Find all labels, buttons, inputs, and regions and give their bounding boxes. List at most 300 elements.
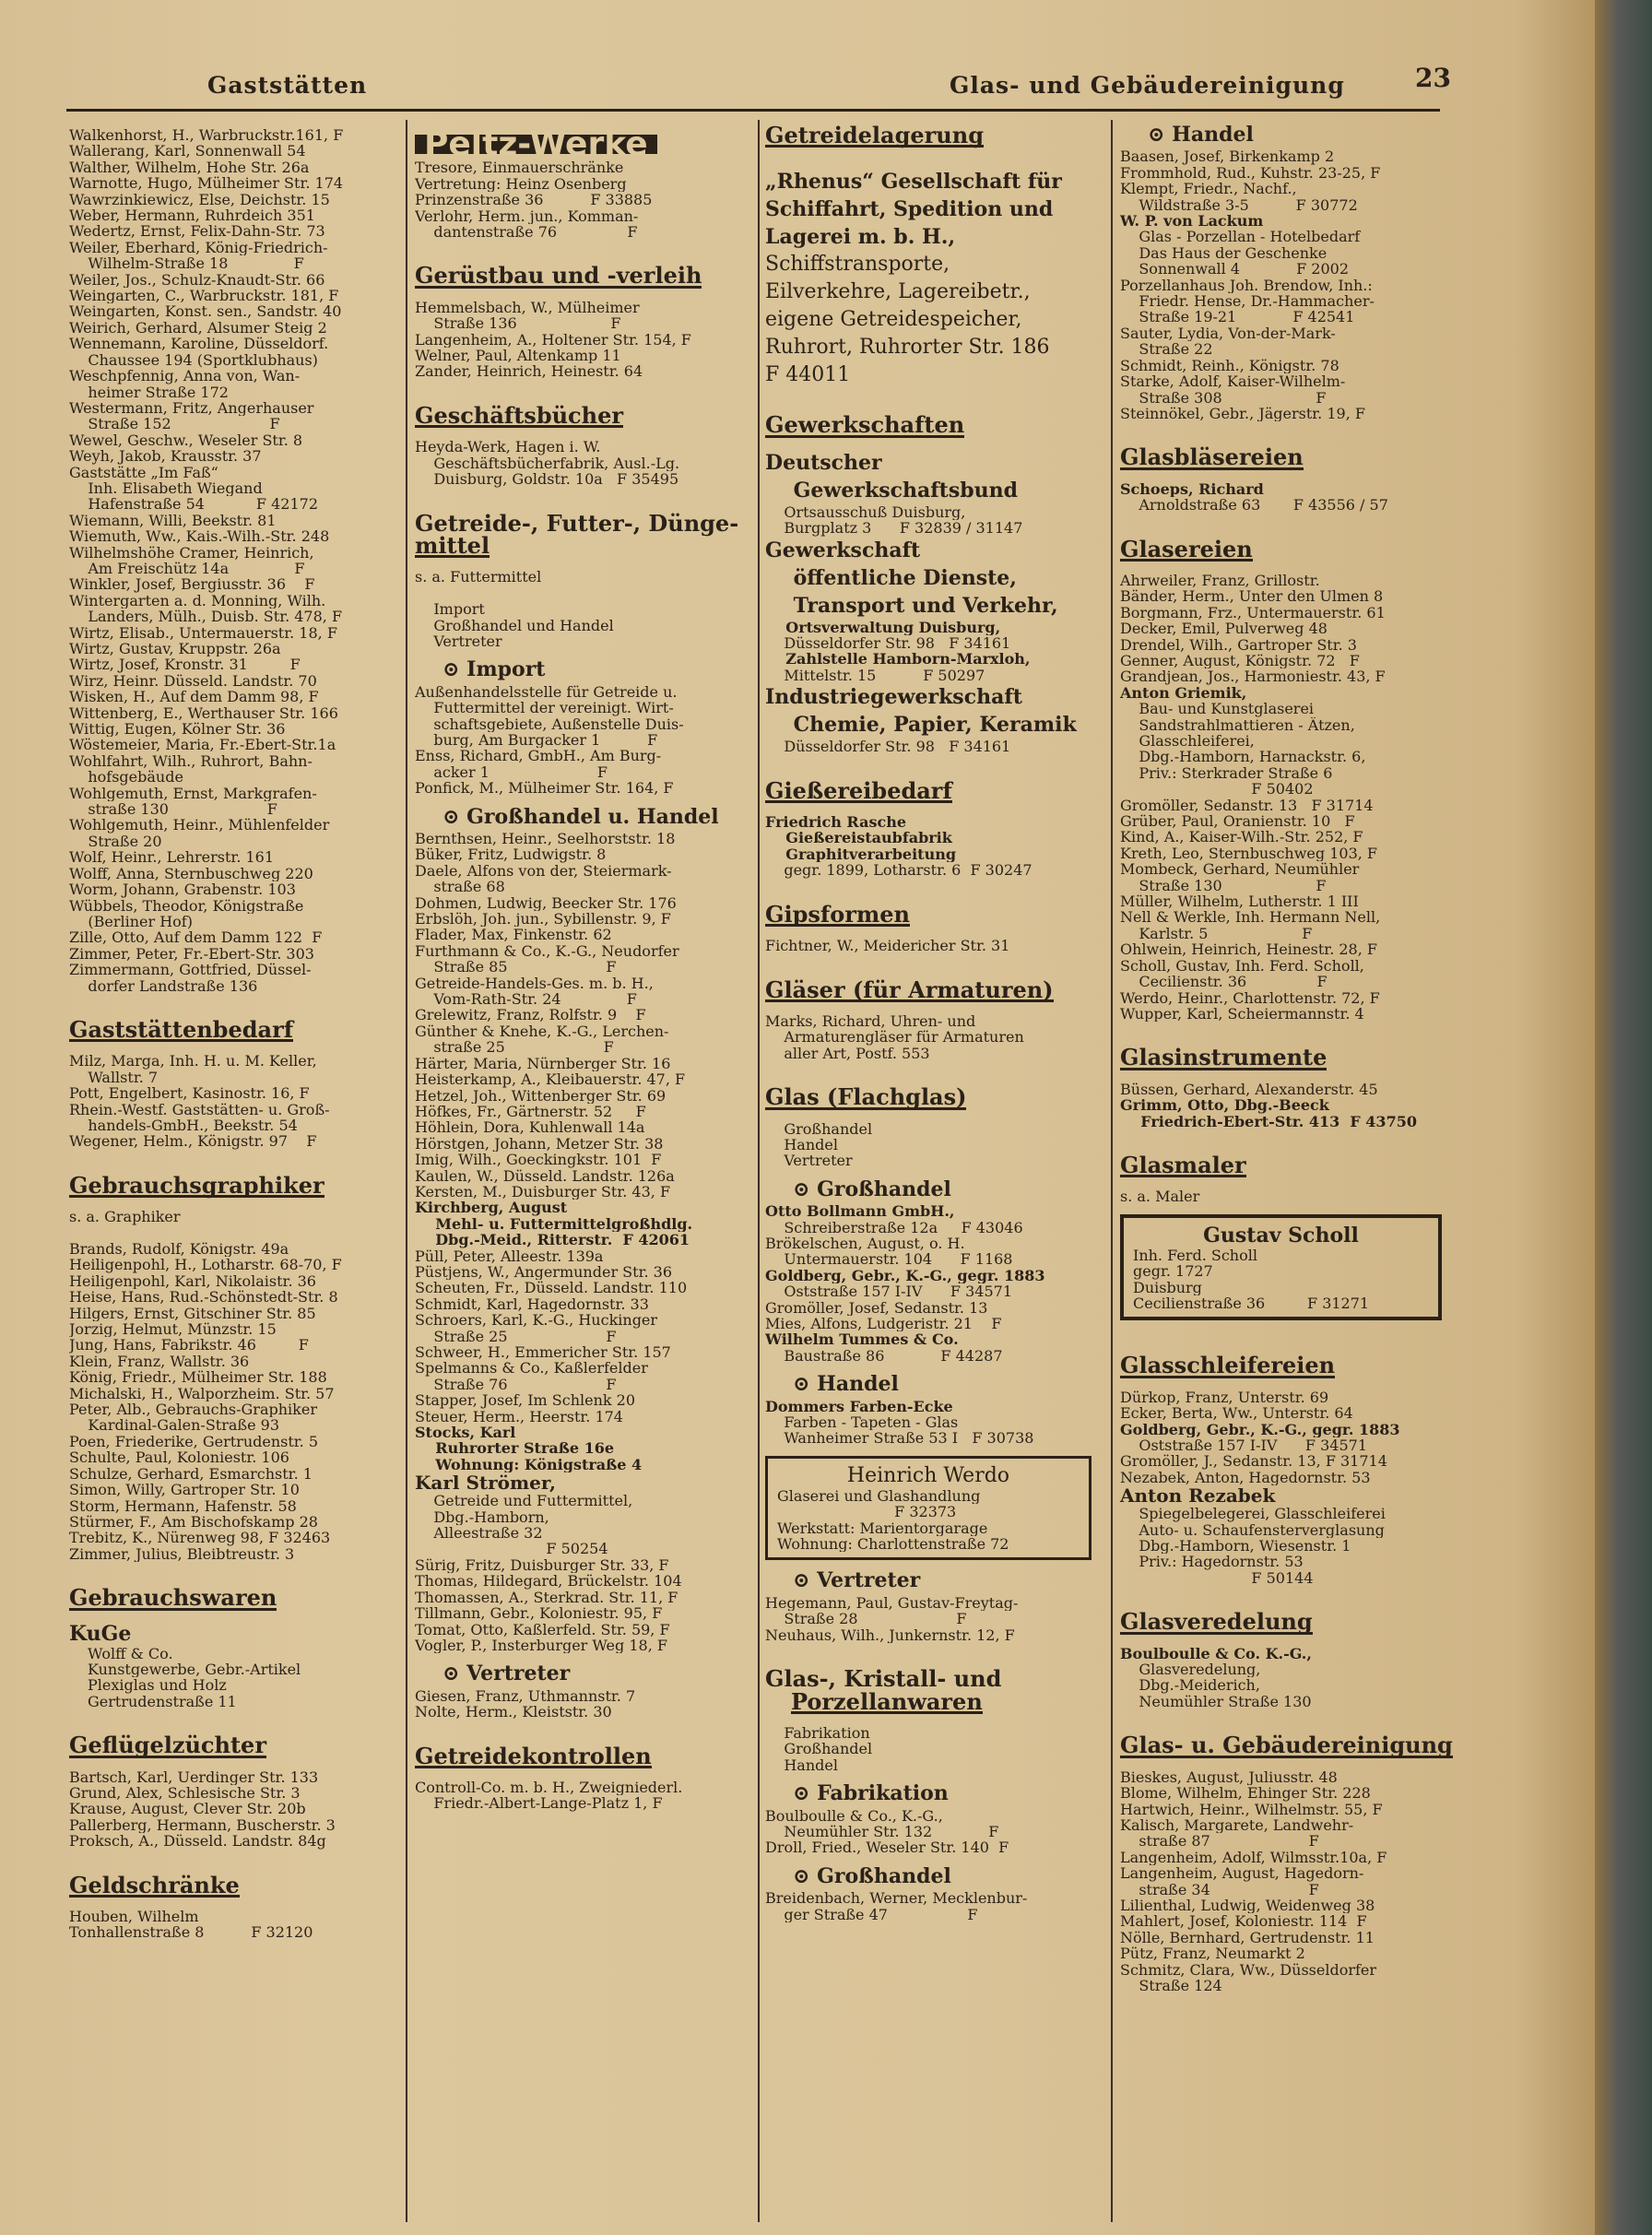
section-title: Gießereibedarf <box>765 776 952 804</box>
list-item: Tonhallenstraße 8 F 32120 <box>69 1924 313 1941</box>
list-item: Heyda-Werk, Hagen i. W. <box>415 439 601 455</box>
list-item: Graphitverarbeitung <box>765 846 957 863</box>
list-item: Wintergarten a. d. Monning, Wilh. <box>69 592 326 609</box>
list-item: Kardinal-Galen-Straße 93 <box>69 1417 280 1434</box>
list-item: Farben - Tapeten - Glas <box>765 1414 959 1431</box>
entry-list <box>1120 1646 1447 1710</box>
list-item: Oststraße 157 I-IV F 34571 <box>765 1283 1012 1300</box>
list-item: Eilverkehre, Lagereibetr., <box>765 280 1031 304</box>
list-item: heimer Straße 172 <box>69 384 229 400</box>
entry-list <box>69 127 401 994</box>
subsection-title: ⊙ Großhandel <box>793 1177 951 1201</box>
list-item: Boulboulle & Co., K.-G., <box>765 1807 943 1824</box>
list-item: Droll, Fried., Weseler Str. 140 F <box>765 1839 1009 1856</box>
list-item: Wennemann, Karoline, Düsseldorf. <box>69 336 329 352</box>
list-item: Plexiglas und Holz <box>88 1677 227 1694</box>
subsection-title: ⊙ Vertreter <box>793 1568 921 1593</box>
entry-list <box>765 1890 1097 1922</box>
list-item: Gromöller, J., Sedanstr. 13, F 31714 <box>1120 1453 1387 1470</box>
list-item: Krause, August, Clever Str. 20b <box>69 1801 306 1817</box>
column-3 <box>765 122 1097 1922</box>
list-item: Püll, Peter, Alleestr. 139a <box>415 1248 604 1264</box>
list-item: Wegener, Helm., Königstr. 97 F <box>69 1133 317 1150</box>
list-item: (Berliner Hof) <box>69 913 193 930</box>
list-item: s. a. Maler <box>1120 1188 1200 1205</box>
list-item: Grüber, Paul, Oranienstr. 10 F <box>1120 813 1355 830</box>
list-item: Wallerang, Karl, Sonnenwall 54 <box>69 143 306 160</box>
list-item: Porzellanhaus Joh. Brendow, Inh.: <box>1120 277 1373 294</box>
list-item: Glasschleiferei, <box>1120 733 1255 750</box>
list-item: Hemmelsbach, W., Mülheimer <box>415 299 640 316</box>
list-item: Jorzig, Helmut, Münzstr. 15 <box>69 1321 277 1338</box>
section-title: Getreide-, Futter-, Dünge- <box>415 509 739 537</box>
list-item: Wanheimer Straße 53 I F 30738 <box>765 1430 1034 1447</box>
peltz-werke-logo: Peltz-Werke <box>415 135 657 154</box>
list-item: Bänder, Herm., Unter den Ulmen 8 <box>1120 588 1384 605</box>
list-item: Glasveredelung, <box>1120 1661 1261 1678</box>
list-item: Stocks, Karl <box>415 1425 516 1441</box>
list-item: Glaserei und Glashandlung <box>777 1487 981 1505</box>
list-item: Transport und Verkehr, <box>765 593 1058 618</box>
list-item: Weingarten, Konst. sen., Sandstr. 40 <box>69 303 342 320</box>
list-item: Mahlert, Josef, Koloniestr. 114 F <box>1120 1913 1367 1930</box>
column-divider <box>406 120 407 2222</box>
section-title: Gebrauchsgraphiker <box>69 1171 324 1199</box>
list-item: Grimm, Otto, Dbg.-Beeck <box>1120 1097 1329 1114</box>
list-item: Baasen, Josef, Birkenkamp 2 <box>1120 148 1335 165</box>
list-item: Baustraße 86 F 44287 <box>765 1347 1003 1365</box>
list-item: Bieskes, August, Juliusstr. 48 <box>1120 1768 1338 1786</box>
list-item: Bartsch, Karl, Uerdinger Str. 133 <box>69 1768 319 1785</box>
list-item: Frommhold, Rud., Kuhstr. 23-25, F <box>1120 164 1381 182</box>
list-item: Wohlfahrt, Wilh., Ruhrort, Bahn- <box>69 752 313 770</box>
column-4 <box>1120 123 1453 1994</box>
list-item: Stürmer, F., Am Bischofskamp 28 <box>69 1513 318 1531</box>
list-item: Außenhandelsstelle für Getreide u. <box>415 683 678 701</box>
list-item: Gewerkschaft <box>765 538 921 562</box>
entry-list <box>415 569 751 649</box>
list-item <box>69 1225 401 1241</box>
list-item: Friedrich-Ebert-Str. 413 F 43750 <box>1120 1113 1417 1129</box>
list-item: Erbslöh, Joh. jun., Sybillenstr. 9, F <box>415 911 671 928</box>
list-item: straße 34 F <box>1120 1881 1319 1898</box>
list-item: Pott, Engelbert, Kasinostr. 16, F <box>69 1085 310 1102</box>
list-item: Dbg.-Hamborn, Wiesenstr. 1 <box>1120 1538 1351 1555</box>
entry-list <box>415 684 751 797</box>
list-item: Rhein.-Westf. Gaststätten- u. Groß- <box>69 1101 330 1118</box>
section-title: Glas-, Kristall- und <box>765 1665 1002 1693</box>
list-item: Wiemann, Willi, Beekstr. 81 <box>69 512 277 529</box>
list-item: Worm, Johann, Grabenstr. 103 <box>69 881 296 898</box>
list-item: Oststraße 157 I-IV F 34571 <box>1120 1437 1367 1454</box>
section-title: Glasveredelung <box>1120 1608 1313 1636</box>
list-item: Hilgers, Ernst, Gitschiner Str. 85 <box>69 1305 316 1322</box>
entry-list <box>765 1203 1097 1364</box>
list-item: Gromöller, Sedanstr. 13 F 31714 <box>1120 797 1374 814</box>
list-item: Wittenberg, E., Werthauser Str. 166 <box>69 704 338 722</box>
list-item: Wawrzinkiewicz, Else, Deichstr. 15 <box>69 191 330 208</box>
entry-list <box>765 814 1097 879</box>
list-item: burg, Am Burgacker 1 F <box>415 731 658 749</box>
list-item: Warnotte, Hugo, Mülheimer Str. 174 <box>69 175 344 192</box>
list-item: Ecker, Berta, Ww., Unterstr. 64 <box>1120 1405 1353 1422</box>
list-item: Geschäftsbücherfabrik, Ausl.-Lg. <box>415 455 680 472</box>
list-item: Müller, Wilhelm, Lutherstr. 1 III <box>1120 893 1359 910</box>
list-item: Langenheim, Adolf, Wilmsstr.10a, F <box>1120 1849 1387 1866</box>
list-item: straße 68 <box>415 879 505 895</box>
subsection-title: ⊙ Großhandel u. Handel <box>442 804 719 829</box>
section-title: Glasmaler <box>1120 1151 1246 1178</box>
list-item: gegr. 1727 <box>1133 1263 1213 1280</box>
list-item: Tresore, Einmauerschränke <box>415 160 624 176</box>
column-divider <box>758 120 760 2222</box>
list-item: Marks, Richard, Uhren- und <box>765 1012 976 1030</box>
list-item: Boulboulle & Co. K.-G., <box>1120 1645 1312 1662</box>
list-item: straße 87 F <box>1120 1833 1319 1850</box>
list-item: Zimmer, Peter, Fr.-Ebert-Str. 303 <box>69 945 314 963</box>
list-item: Heise, Hans, Rud.-Schönstedt-Str. 8 <box>69 1289 338 1306</box>
section-title: Gipsformen <box>765 900 910 928</box>
list-item: Schweer, H., Emmericher Str. 157 <box>415 1344 671 1361</box>
list-item: Friedrich Rasche <box>765 814 906 831</box>
list-item: Weiler, Eberhard, König-Friedrich- <box>69 239 328 256</box>
section-title: Geschäftsbücher <box>415 401 624 429</box>
list-item: Inh. Elisabeth Wiegand <box>69 479 263 497</box>
list-item: Weirich, Gerhard, Alsumer Steig 2 <box>69 319 327 337</box>
header-left: Gaststätten <box>207 72 368 99</box>
list-item: Wilhelm Tummes & Co. <box>765 1331 959 1348</box>
list-item: Schiffahrt, Spedition und <box>765 197 1054 222</box>
list-item: Höfkes, Fr., Gärtnerstr. 52 F <box>415 1103 646 1120</box>
list-item: Jung, Hans, Fabrikstr. 46 F <box>69 1337 309 1354</box>
list-item: Spiegelbelegerei, Glasschleiferei <box>1120 1506 1386 1522</box>
list-item: Fichtner, W., Meidericher Str. 31 <box>765 938 1010 954</box>
list-item <box>415 585 751 601</box>
list-item: Langenheim, A., Holtener Str. 154, F <box>415 331 691 349</box>
list-item: Ruhrorter Straße 16e <box>415 1440 615 1457</box>
section-title: mittel <box>415 531 490 559</box>
list-item: Mombeck, Gerhard, Neumühler <box>1120 861 1360 878</box>
entry-list <box>415 300 751 380</box>
list-item: Wolf, Heinr., Lehrerstr. 161 <box>69 849 275 866</box>
list-item: Enss, Richard, GmbH., Am Burg- <box>415 748 662 764</box>
list-item: Goldberg, Gebr., K.-G., gegr. 1883 <box>1120 1421 1400 1437</box>
list-item: Heiligenpohl, Karl, Nikolaistr. 36 <box>69 1272 316 1290</box>
list-item: Zille, Otto, Auf dem Damm 122 F <box>69 929 323 946</box>
entry-list <box>765 1013 1097 1061</box>
list-item: Wirz, Heinr. Düsseld. Landstr. 70 <box>69 672 317 690</box>
list-item: Wohlgemuth, Ernst, Markgrafen- <box>69 785 317 802</box>
list-item: Alleestraße 32 <box>415 1525 543 1542</box>
list-item: Burgplatz 3 F 32839 / 31147 <box>765 520 1023 537</box>
list-item: Pütz, Franz, Neumarkt 2 <box>1120 1945 1305 1962</box>
list-item: Walther, Wilhelm, Hohe Str. 26a <box>69 159 310 176</box>
section-title: Glasinstrumente <box>1120 1044 1328 1071</box>
list-item: Gaststätte „Im Faß“ <box>69 464 218 480</box>
section-title: Gläser (für Armaturen) <box>765 976 1054 1003</box>
list-item: Hegemann, Paul, Gustav-Freytag- <box>765 1594 1019 1612</box>
list-item: Lilienthal, Ludwig, Weidenweg 38 <box>1120 1897 1375 1914</box>
werdo-name: Heinrich Werdo <box>846 1463 1010 1487</box>
entry-list <box>765 1121 1097 1169</box>
list-item: Klempt, Friedr., Nachf., <box>1120 181 1297 197</box>
list-item: Wohlgemuth, Heinr., Mühlenfelder <box>69 817 330 834</box>
list-item: Weschpfennig, Anna von, Wan- <box>69 368 301 384</box>
list-item: Lagerei m. b. H., <box>765 225 956 250</box>
list-item: Wedertz, Ernst, Felix-Dahn-Str. 73 <box>69 223 325 240</box>
list-item: handels-GmbH., Beekstr. 54 <box>69 1117 298 1134</box>
list-item: Gewerkschaftsbund <box>765 478 1018 503</box>
list-item: Imig, Wilh., Goeckingkstr. 101 F <box>415 1152 662 1168</box>
section-title: Glasbläsereien <box>1120 443 1304 471</box>
list-item: Thomas, Hildegard, Brückelstr. 104 <box>415 1573 682 1590</box>
list-item: Scholl, Gustav, Inh. Ferd. Scholl, <box>1120 957 1364 975</box>
list-item: Sandstrahlmattieren - Ätzen, <box>1120 716 1355 733</box>
list-item: Wohnung: Charlottenstraße 72 <box>777 1536 1009 1553</box>
list-item: Kunstgewerbe, Gebr.-Artikel <box>88 1661 301 1678</box>
list-item: Straße 28 F <box>765 1611 967 1627</box>
list-item: Am Freischütz 14a F <box>69 560 305 577</box>
list-item: Spelmanns & Co., Kaßlerfelder <box>415 1360 648 1377</box>
entry-list <box>1120 481 1447 514</box>
list-item: Vogler, P., Insterburger Weg 18, F <box>415 1637 667 1654</box>
list-item: Daele, Alfons von der, Steiermark- <box>415 862 672 880</box>
list-item: Klein, Franz, Wallstr. 36 <box>69 1353 250 1370</box>
entry-list <box>1120 1389 1447 1485</box>
subsection-title: ⊙ Fabrikation <box>793 1781 949 1806</box>
header-rule <box>66 109 1440 112</box>
list-item: Borgmann, Frz., Untermauerstr. 61 <box>1120 604 1386 621</box>
list-item: Straße 152 F <box>69 416 280 432</box>
list-item: Höhlein, Dora, Kuhlenwall 14a <box>415 1119 645 1136</box>
list-item: Grund, Alex, Schlesische Str. 3 <box>69 1784 301 1802</box>
list-item: aller Art, Postf. 553 <box>765 1045 930 1062</box>
list-item: Walkenhorst, H., Warbruckstr.161, F <box>69 127 344 144</box>
list-item: Kind, A., Kaiser-Wilh.-Str. 252, F <box>1120 829 1363 846</box>
list-item: Cecilienstraße 36 F 31271 <box>1133 1295 1370 1312</box>
list-item: Schiffstransporte, <box>765 253 950 277</box>
entry-list <box>777 1488 1080 1553</box>
list-item: Düsseldorfer Str. 98 F 34161 <box>765 739 1011 755</box>
list-item: Straße 124 <box>1120 1977 1222 1994</box>
list-item: Tomat, Otto, Kaßlerfeld. Str. 59, F <box>415 1621 670 1638</box>
list-item: Wittig, Eugen, Kölner Str. 36 <box>69 721 286 738</box>
list-item: Wallstr. 7 <box>69 1069 159 1086</box>
list-item: Zimmer, Julius, Bleibtreustr. 3 <box>69 1545 295 1563</box>
list-item: F 44011 <box>765 363 851 387</box>
list-item: Arnoldstraße 63 F 43556 / 57 <box>1120 497 1388 514</box>
list-item: Hetzel, Joh., Wittenberger Str. 69 <box>415 1087 667 1104</box>
list-item: Kalisch, Margarete, Landwehr- <box>1120 1816 1354 1834</box>
list-item: Priv.: Hagedornstr. 53 <box>1120 1554 1304 1570</box>
list-item: Straße 308 F <box>1120 389 1327 406</box>
list-item: Untermauerstr. 104 F 1168 <box>765 1251 1013 1268</box>
list-item: Grandjean, Jos., Harmoniestr. 43, F <box>1120 668 1386 685</box>
list-item: Nezabek, Anton, Hagedornstr. 53 <box>1120 1469 1371 1486</box>
entry-list <box>1120 1188 1447 1204</box>
entry-list <box>415 1780 751 1812</box>
list-item: Schmitz, Clara, Ww., Düsseldorfer <box>1120 1961 1377 1978</box>
list-item: Hörstgen, Johann, Metzer Str. 38 <box>415 1135 664 1153</box>
list-item: Wohnung: Königstraße 4 <box>415 1456 643 1473</box>
book-binding <box>1595 0 1652 2235</box>
list-item: Ponfick, M., Mülheimer Str. 164, F <box>415 780 674 797</box>
section-title: Gaststättenbedarf <box>69 1015 294 1043</box>
entry-list <box>415 1248 751 1425</box>
list-item: Duisburg <box>1133 1279 1202 1295</box>
list-item: Wupper, Karl, Scheiermannstr. 4 <box>1120 1005 1364 1023</box>
list-item: W. P. von Lackum <box>1120 213 1264 230</box>
list-item: Schmidt, Reinh., Königstr. 78 <box>1120 357 1339 374</box>
list-item: Prinzenstraße 36 F 33885 <box>415 192 653 208</box>
list-item: Vom-Rath-Str. 24 F <box>415 991 637 1008</box>
list-item: Giesen, Franz, Uthmannstr. 7 <box>415 1687 636 1705</box>
entry-list <box>765 938 1097 953</box>
list-item: Mittelstr. 15 F 50297 <box>765 667 985 684</box>
entry-list <box>415 1425 751 1472</box>
scholl-name: Gustav Scholl <box>1203 1223 1359 1248</box>
section-title: Gebrauchswaren <box>69 1584 277 1612</box>
list-item: Kirchberg, August <box>415 1200 568 1216</box>
werdo-ad-box <box>765 1456 1092 1561</box>
list-item: Zander, Heinrich, Heinestr. 64 <box>415 363 643 380</box>
list-item: Dürkop, Franz, Unterstr. 69 <box>1120 1389 1329 1406</box>
list-item: Dohmen, Ludwig, Beecker Str. 176 <box>415 894 677 912</box>
subsection-title: ⊙ Großhandel <box>793 1863 951 1888</box>
list-item: hofsgebäude <box>69 769 183 786</box>
list-item: Nell & Werkle, Inh. Hermann Nell, <box>1120 909 1381 926</box>
list-item: Nölle, Bernhard, Gertrudenstr. 11 <box>1120 1929 1375 1946</box>
list-item: Peter, Alb., Gebrauchs-Graphiker <box>69 1401 317 1418</box>
rhenus-ad-details <box>765 251 1097 389</box>
list-item: Wirtz, Gustav, Kruppstr. 26a <box>69 641 281 657</box>
list-item: Otto Bollmann GmbH., <box>765 1203 955 1220</box>
list-item: schaftsgebiete, Außenstelle Duis- <box>415 715 684 732</box>
list-item: Chemie, Papier, Keramik <box>765 713 1077 738</box>
entry-list <box>415 439 751 487</box>
section-title: Porzellanwaren <box>791 1687 983 1715</box>
header-right: Glas- und Gebäudereinigung <box>950 72 1345 99</box>
entry-list <box>765 1399 1097 1447</box>
list-item: Nolte, Herm., Kleiststr. 30 <box>415 1704 612 1721</box>
list-item: s. a. Graphiker <box>69 1209 181 1225</box>
list-item: straße 25 F <box>415 1039 614 1056</box>
list-item: Stapper, Josef, Im Schlenk 20 <box>415 1392 636 1409</box>
section-title: Glas (Flachglas) <box>765 1083 967 1111</box>
list-item: Wirtz, Josef, Kronstr. 31 F <box>69 656 301 673</box>
list-item: Büssen, Gerhard, Alexanderstr. 45 <box>1120 1081 1378 1098</box>
list-item: straße 130 F <box>69 801 277 818</box>
list-item: Sonnenwall 4 F 2002 <box>1120 261 1349 278</box>
list-item: Weiler, Jos., Schulz-Knaudt-Str. 66 <box>69 271 325 289</box>
list-item: F 50402 <box>1120 781 1314 798</box>
list-item: Controll-Co. m. b. H., Zweigniederl. <box>415 1779 683 1796</box>
subsection-title: ⊙ Import <box>442 657 546 682</box>
list-item: Poen, Friederike, Gertrudenstr. 5 <box>69 1433 319 1450</box>
list-item: Wilhelmshöhe Cramer, Heinrich, <box>69 544 314 561</box>
entry-list <box>415 160 751 240</box>
list-item: Schoeps, Richard <box>1120 480 1264 498</box>
list-item: F 50254 <box>415 1541 608 1557</box>
list-item: Straße 19-21 F 42541 <box>1120 309 1355 325</box>
list-item: Schmidt, Karl, Hagedornstr. 33 <box>415 1295 649 1313</box>
list-item: Schulte, Paul, Koloniestr. 106 <box>69 1449 289 1466</box>
list-item: Dommers Farben-Ecke <box>765 1398 953 1415</box>
section-title: Getreidelagerung <box>765 122 984 148</box>
list-item: Friedr.-Albert-Lange-Platz 1, F <box>415 1795 663 1812</box>
list-item: Fabrikation <box>765 1724 870 1742</box>
list-item: Brands, Rudolf, Königstr. 49a <box>69 1241 289 1258</box>
list-item: Welner, Paul, Altenkamp 11 <box>415 348 621 364</box>
list-item: Verlohr, Herm. jun., Komman- <box>415 207 639 225</box>
stroemer-name: Karl Strömer, <box>415 1472 556 1495</box>
list-item: acker 1 F <box>415 763 608 781</box>
list-item: Chaussee 194 (Sportklubhaus) <box>69 351 318 369</box>
list-item: Sürig, Fritz, Duisburger Str. 33, F <box>415 1556 669 1574</box>
list-item: Milz, Marga, Inh. H. u. M. Keller, <box>69 1053 317 1070</box>
section-title: Getreidekontrollen <box>415 1742 652 1769</box>
list-item: ger Straße 47 F <box>765 1906 978 1922</box>
list-item: Houben, Wilhelm <box>69 1909 199 1925</box>
entry-list <box>1120 573 1447 1022</box>
list-item: Deutscher <box>765 450 882 475</box>
list-item: Wirtz, Elisab., Untermauerstr. 18, F <box>69 624 337 641</box>
list-item: Das Haus der Geschenke <box>1120 244 1328 262</box>
list-item: Ortsausschuß Duisburg, <box>765 503 966 521</box>
list-item: Handel <box>765 1136 838 1153</box>
list-item: Straße 20 <box>69 833 162 850</box>
list-item: Dbg.-Hamborn, Harnackstr. 6, <box>1120 749 1366 765</box>
entry-list <box>1133 1248 1429 1312</box>
list-item: Blome, Wilhelm, Ehinger Str. 228 <box>1120 1785 1371 1802</box>
subsection-title: ⊙ Handel <box>1148 123 1254 147</box>
list-item: Steuer, Herm., Heerstr. 174 <box>415 1408 623 1425</box>
list-item: Gromöller, Josef, Sedanstr. 13 <box>765 1299 988 1316</box>
section-title: Glasereien <box>1120 535 1253 562</box>
list-item: Ortsverwaltung Duisburg, <box>765 619 1001 636</box>
list-item: Vertretung: Heinz Osenberg <box>415 175 627 193</box>
list-item: Wilhelm-Straße 18 F <box>69 255 304 272</box>
list-item: Kersten, M., Duisburger Str. 43, F <box>415 1183 671 1200</box>
list-item: Getreide-Handels-Ges. m. b. H., <box>415 975 654 992</box>
list-item: Import <box>415 601 485 618</box>
list-item: Drendel, Wilh., Gartroper Str. 3 <box>1120 636 1357 653</box>
list-item: Decker, Emil, Pulverweg 48 <box>1120 621 1328 637</box>
list-item: Vertreter <box>765 1153 853 1169</box>
entry-list <box>1120 1506 1447 1586</box>
section-title: Geldschränke <box>69 1871 240 1898</box>
list-item: s. a. Futtermittel <box>415 569 542 585</box>
list-item: Werdo, Heinr., Charlottenstr. 72, F <box>1120 989 1380 1006</box>
list-item: Großhandel <box>765 1741 873 1757</box>
list-item: Trebitz, K., Nürenweg 98, F 32463 <box>69 1530 331 1546</box>
list-item: Straße 136 F <box>415 315 621 332</box>
list-item: dantenstraße 76 F <box>415 224 638 241</box>
list-item: Karlstr. 5 F <box>1120 925 1313 942</box>
list-item: Straße 85 F <box>415 959 617 976</box>
list-item: Düsseldorfer Str. 98 F 34161 <box>765 635 1011 652</box>
list-item: Winkler, Josef, Bergiusstr. 36 F <box>69 576 315 593</box>
list-item: Storm, Hermann, Hafenstr. 58 <box>69 1497 297 1514</box>
list-item: Heiligenpohl, H., Lotharstr. 68-70, F <box>69 1257 342 1273</box>
list-item: Kaulen, W., Düsseld. Landstr. 126a <box>415 1167 675 1184</box>
section-title: Geflügelzüchter <box>69 1732 266 1759</box>
entry-list <box>765 1595 1097 1643</box>
list-item: Ruhrort, Ruhrorter Str. 186 <box>765 336 1050 360</box>
list-item: Hartwich, Heinr., Wilhelmstr. 55, F <box>1120 1801 1383 1817</box>
list-item: Härter, Maria, Nürnberger Str. 16 <box>415 1055 671 1072</box>
list-item: Bau- und Kunstglaserei <box>1120 701 1315 717</box>
